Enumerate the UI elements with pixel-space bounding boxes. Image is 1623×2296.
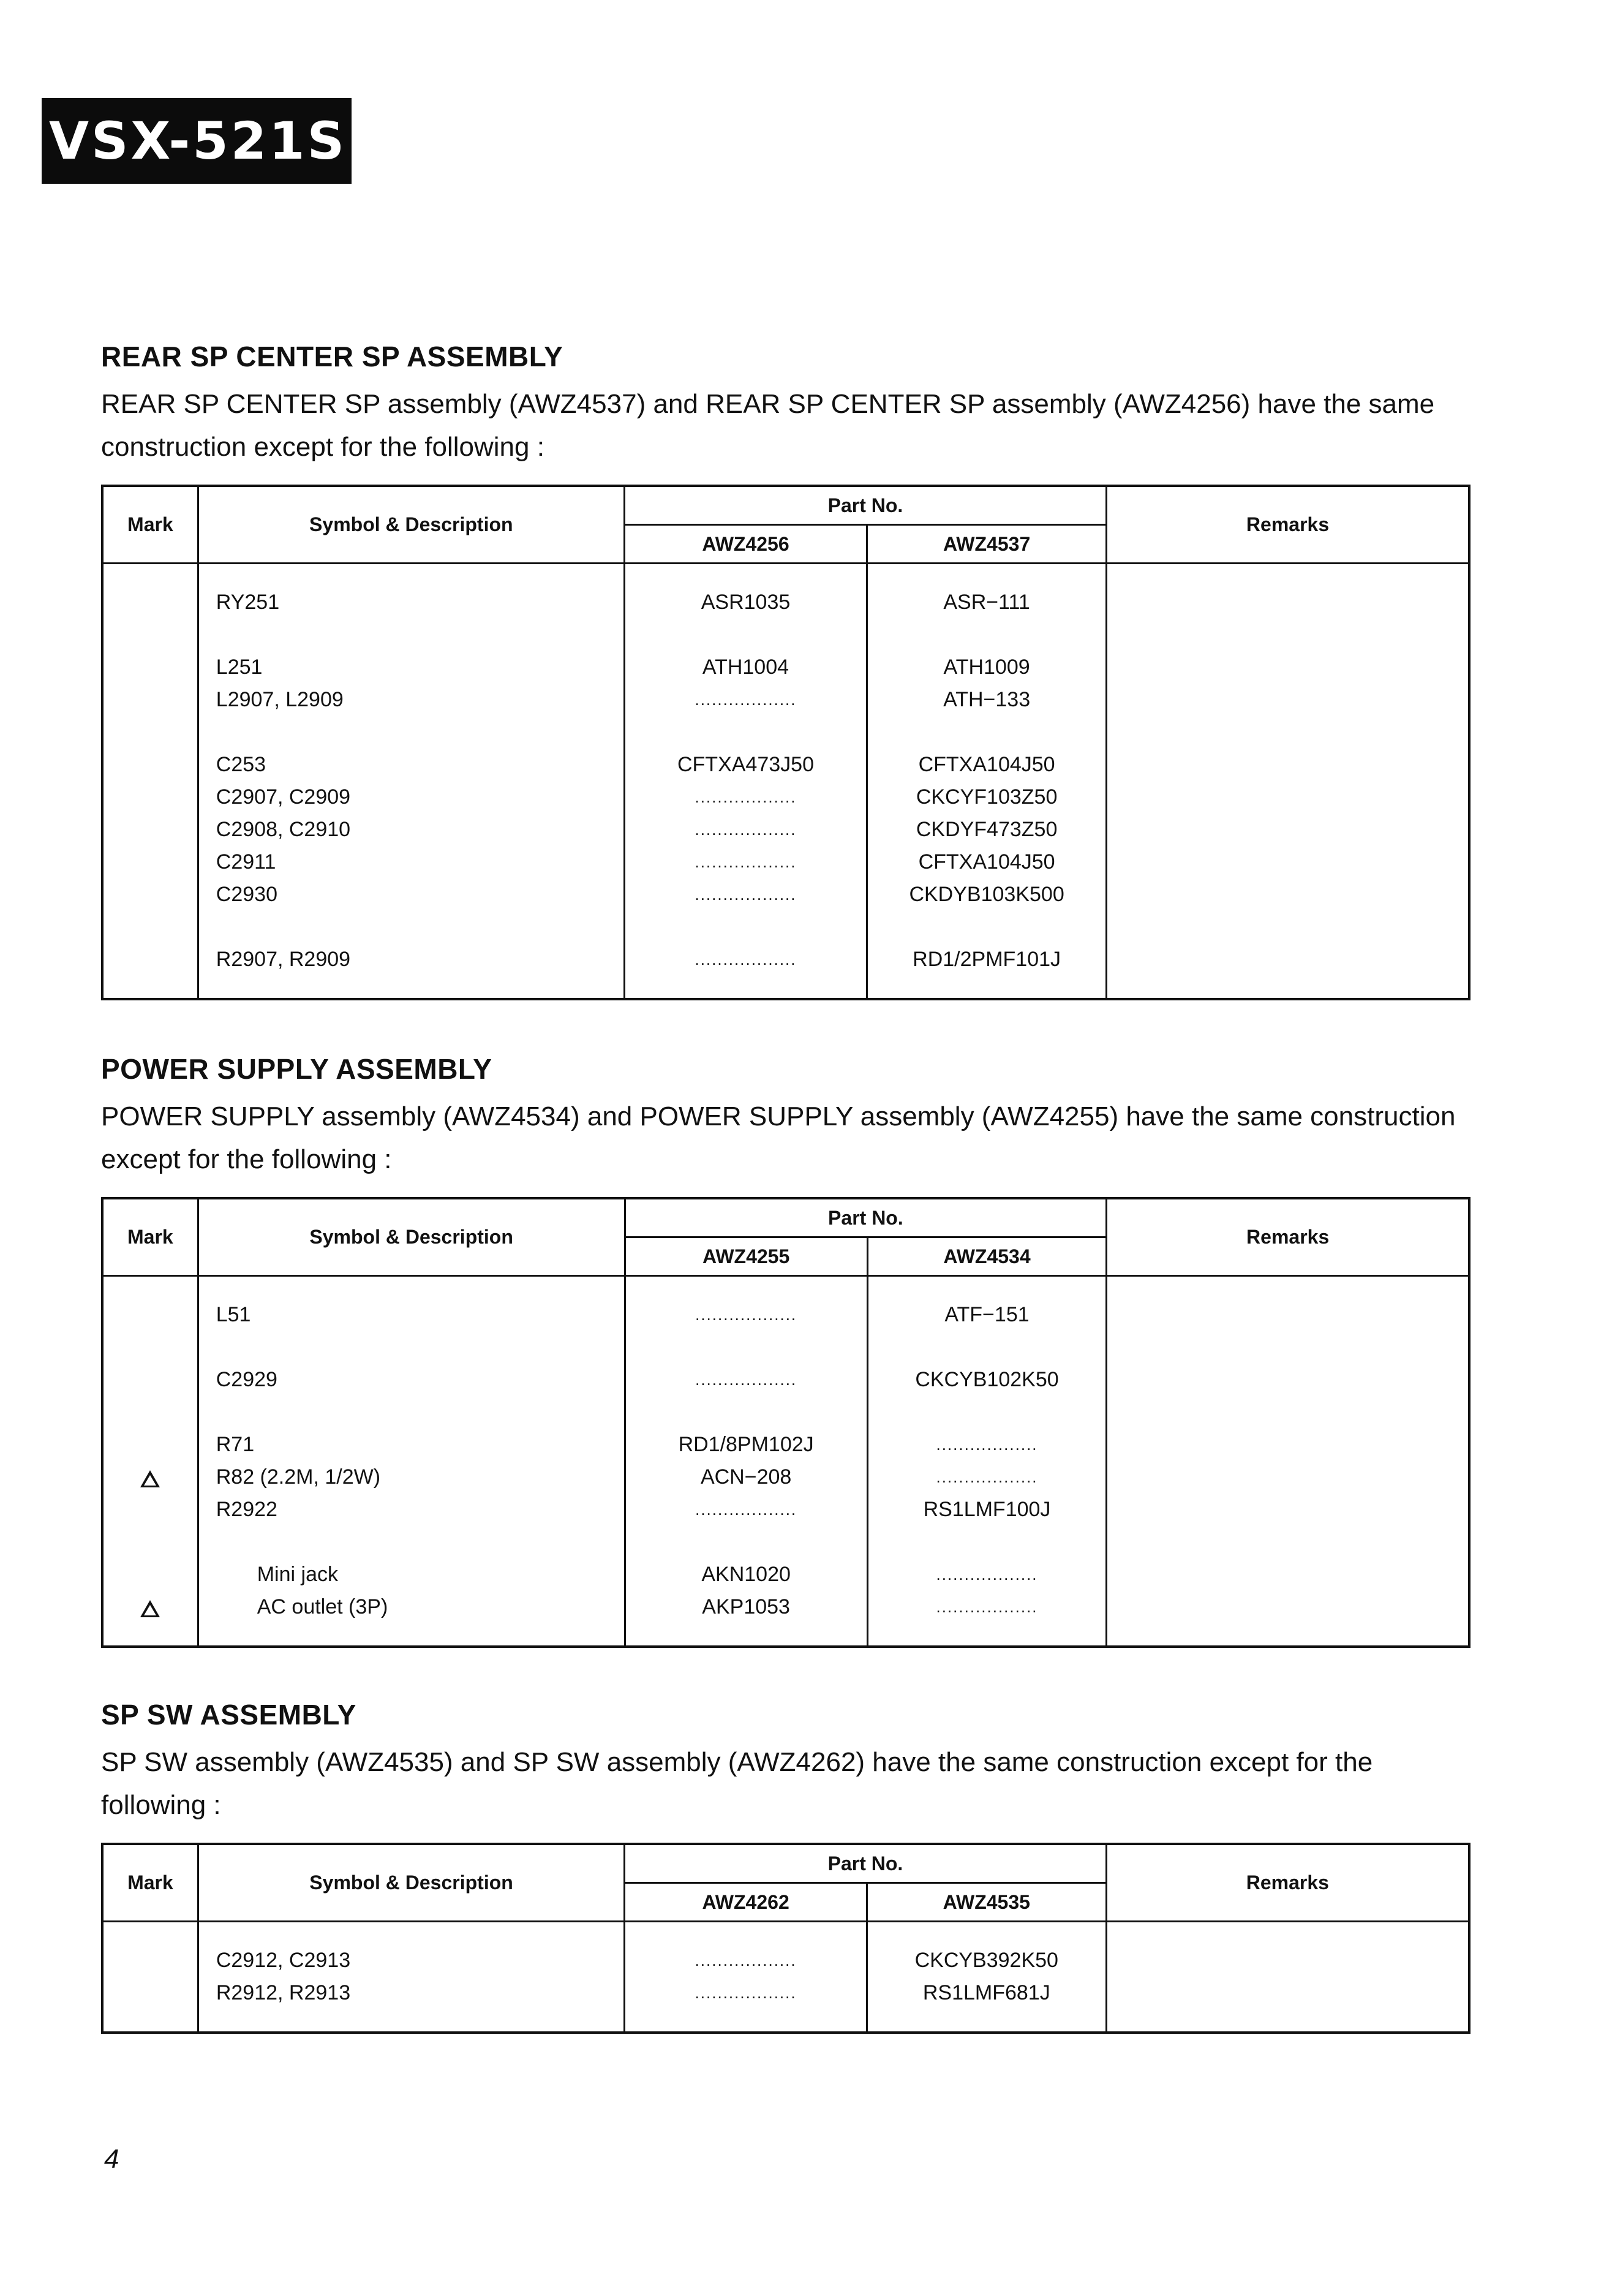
row-part-1-filler: .................. xyxy=(695,853,797,871)
row-gap xyxy=(199,716,623,749)
model-badge xyxy=(42,98,352,184)
row-gap xyxy=(104,1396,197,1429)
symbol-column xyxy=(198,1276,625,1647)
row-gap xyxy=(868,619,1105,651)
row-mark xyxy=(104,1591,197,1623)
row-gap xyxy=(199,1526,624,1558)
row-gap xyxy=(104,1331,197,1364)
row-part-2: CFTXA104J50 xyxy=(918,850,1055,874)
row-mark xyxy=(104,749,197,781)
header-mark: Mark xyxy=(102,486,198,564)
row-gap xyxy=(199,1331,624,1364)
row-part-2: CFTXA104J50 xyxy=(918,753,1055,776)
header-part-no: Part No. xyxy=(625,1844,1106,1883)
row-gap xyxy=(104,1526,197,1558)
part-col-1-column-lines xyxy=(626,1277,867,1645)
row-gap xyxy=(625,911,866,943)
row-gap xyxy=(626,1396,867,1429)
row-part-1-filler: .................. xyxy=(695,690,797,709)
section-power-supply xyxy=(101,1052,1473,1648)
part-col-2-column-lines xyxy=(868,564,1105,998)
mark-column-lines xyxy=(104,564,197,998)
header-mark: Mark xyxy=(102,1198,198,1276)
row-part-2: CKDYB103K500 xyxy=(909,883,1064,906)
row-gap xyxy=(626,1331,867,1364)
row-symbol: C2912, C2913 xyxy=(216,1949,351,1972)
remarks-column xyxy=(1107,1276,1469,1647)
row-gap xyxy=(1107,1526,1468,1558)
remarks-column-lines xyxy=(1107,1922,1468,2031)
row-part-1-filler: .................. xyxy=(695,788,797,806)
row-gap xyxy=(626,1526,867,1558)
row-symbol: RY251 xyxy=(216,591,280,614)
section-sp-sw xyxy=(101,1698,1473,2034)
row-symbol: C2908, C2910 xyxy=(216,818,351,841)
row-part-1: ASR1035 xyxy=(701,591,791,614)
remarks-column xyxy=(1107,564,1469,1000)
part-col-2-column xyxy=(867,1922,1106,2033)
row-symbol: L251 xyxy=(216,655,263,679)
row-remarks xyxy=(1107,1364,1468,1396)
row-mark xyxy=(104,651,197,684)
model-name: VSX-521S xyxy=(49,111,347,171)
header-symbol-description: Symbol & Description xyxy=(198,1844,624,1922)
part-col-1-column xyxy=(625,1276,867,1647)
row-symbol: C253 xyxy=(216,753,266,776)
symbol-column-lines xyxy=(199,564,623,998)
row-part-2: ATH−133 xyxy=(943,688,1031,711)
row-remarks xyxy=(1107,586,1468,619)
remarks-column-lines xyxy=(1107,1277,1468,1645)
header-part-col-1: AWZ4262 xyxy=(625,1883,867,1922)
header-symbol-description: Symbol & Description xyxy=(198,486,624,564)
row-gap xyxy=(625,619,866,651)
parts-table xyxy=(101,1843,1470,2034)
row-symbol: C2930 xyxy=(216,883,277,906)
row-gap xyxy=(104,619,197,651)
warning-triangle-icon xyxy=(140,1470,160,1487)
section-title: POWER SUPPLY ASSEMBLY xyxy=(101,1053,492,1085)
row-remarks xyxy=(1107,814,1468,846)
parts-table xyxy=(101,485,1470,1000)
section-title: REAR SP CENTER SP ASSEMBLY xyxy=(101,341,563,372)
mark-column-lines xyxy=(104,1277,197,1645)
remarks-column xyxy=(1106,1922,1469,2033)
header-part-col-1: AWZ4256 xyxy=(624,525,867,564)
row-gap xyxy=(199,619,623,651)
row-symbol: R82 (2.2M, 1/2W) xyxy=(216,1465,381,1489)
row-remarks xyxy=(1107,749,1468,781)
row-symbol: R2907, R2909 xyxy=(216,948,351,971)
mark-column xyxy=(102,564,198,1000)
row-part-1-filler: .................. xyxy=(695,885,797,904)
row-symbol: R2912, R2913 xyxy=(216,1981,351,2004)
row-mark xyxy=(104,781,197,814)
row-part-1-filler: .................. xyxy=(695,1370,797,1389)
row-symbol: C2911 xyxy=(216,850,276,874)
row-part-2: ATF−151 xyxy=(944,1303,1030,1326)
row-symbol: AC outlet (3P) xyxy=(257,1595,388,1618)
row-gap xyxy=(199,911,623,943)
row-mark xyxy=(104,1429,197,1461)
row-part-1: ATH1004 xyxy=(702,655,789,679)
row-remarks xyxy=(1107,684,1468,716)
header-part-col-2: AWZ4534 xyxy=(867,1237,1107,1276)
row-gap xyxy=(1107,1396,1468,1429)
row-remarks xyxy=(1107,1299,1468,1331)
header-symbol-description: Symbol & Description xyxy=(198,1198,625,1276)
row-remarks xyxy=(1107,1977,1468,2009)
row-remarks xyxy=(1107,1494,1468,1526)
row-gap xyxy=(199,1396,624,1429)
header-remarks: Remarks xyxy=(1107,1198,1469,1276)
header-part-no: Part No. xyxy=(625,1198,1107,1237)
row-remarks xyxy=(1107,1461,1468,1494)
row-symbol: R2922 xyxy=(216,1498,277,1521)
row-part-1-filler: .................. xyxy=(695,1305,797,1324)
row-part-1: AKN1020 xyxy=(701,1563,791,1586)
row-mark xyxy=(104,1364,197,1396)
row-mark xyxy=(104,814,197,846)
row-gap xyxy=(868,1396,1106,1429)
row-gap xyxy=(104,716,197,749)
part-col-2-column-lines xyxy=(868,1922,1105,2031)
row-mark xyxy=(104,586,197,619)
row-mark xyxy=(104,846,197,878)
row-part-2: CKCYB102K50 xyxy=(915,1368,1059,1391)
row-gap xyxy=(868,716,1105,749)
header-part-col-2: AWZ4535 xyxy=(867,1883,1106,1922)
header-part-col-2: AWZ4537 xyxy=(867,525,1107,564)
section-description: SP SW assembly (AWZ4535) and SP SW assembly (AWZ4262) have the same construction except for the following : xyxy=(101,1747,1373,1820)
mark-column xyxy=(102,1276,198,1647)
row-part-2-filler: .................. xyxy=(936,1565,1038,1584)
row-part-2: ASR−111 xyxy=(943,591,1030,614)
row-gap xyxy=(868,1526,1106,1558)
part-col-1-column xyxy=(625,1922,867,2033)
part-col-2-column-lines xyxy=(868,1277,1106,1645)
row-symbol: L2907, L2909 xyxy=(216,688,344,711)
part-col-2-column xyxy=(867,564,1107,1000)
row-symbol: C2907, C2909 xyxy=(216,785,351,809)
row-mark xyxy=(104,1494,197,1526)
row-symbol: C2929 xyxy=(216,1368,277,1391)
row-remarks xyxy=(1107,846,1468,878)
row-remarks xyxy=(1107,943,1468,976)
row-mark xyxy=(104,684,197,716)
row-gap xyxy=(1107,911,1468,943)
parts-table xyxy=(101,1197,1470,1648)
header-remarks: Remarks xyxy=(1106,1844,1469,1922)
row-mark xyxy=(104,878,197,911)
part-col-1-column-lines xyxy=(625,1922,866,2031)
section-description: REAR SP CENTER SP assembly (AWZ4537) and REAR SP CENTER SP assembly (AWZ4256) have the same construction except for the following : xyxy=(101,389,1435,462)
row-part-2: RS1LMF100J xyxy=(923,1498,1051,1521)
header-remarks: Remarks xyxy=(1107,486,1469,564)
row-remarks xyxy=(1107,1429,1468,1461)
row-part-2: RS1LMF681J xyxy=(922,1981,1050,2004)
part-col-2-column xyxy=(867,1276,1107,1647)
row-part-1-filler: .................. xyxy=(695,1500,797,1519)
part-col-1-column-lines xyxy=(625,564,866,998)
part-col-1-column xyxy=(624,564,867,1000)
header-mark: Mark xyxy=(102,1844,198,1922)
row-symbol: L51 xyxy=(216,1303,251,1326)
row-part-1-filler: .................. xyxy=(695,820,797,839)
row-symbol: Mini jack xyxy=(257,1563,338,1586)
row-mark xyxy=(104,943,197,976)
row-remarks xyxy=(1107,1944,1468,1977)
row-remarks xyxy=(1107,878,1468,911)
mark-column-lines xyxy=(104,1922,197,2031)
row-gap xyxy=(1107,619,1468,651)
symbol-column-lines xyxy=(199,1277,624,1645)
mark-column xyxy=(102,1922,198,2033)
row-part-2: CKCYB392K50 xyxy=(914,1949,1058,1972)
row-mark xyxy=(104,1944,197,1977)
page-number: 4 xyxy=(104,2144,119,2174)
row-part-2: ATH1009 xyxy=(943,655,1030,679)
row-gap xyxy=(1107,716,1468,749)
row-mark xyxy=(104,1299,197,1331)
row-part-2-filler: .................. xyxy=(936,1435,1038,1454)
row-part-1-filler: .................. xyxy=(695,1951,797,1969)
row-part-2: CKDYF473Z50 xyxy=(916,818,1058,841)
row-part-2: RD1/2PMF101J xyxy=(913,948,1061,971)
row-mark xyxy=(104,1558,197,1591)
section-title: SP SW ASSEMBLY xyxy=(101,1699,356,1731)
section-rear-sp-center-sp xyxy=(101,340,1473,1000)
row-mark xyxy=(104,1461,197,1494)
row-gap xyxy=(1107,1331,1468,1364)
symbol-column-lines xyxy=(199,1922,623,2031)
row-gap xyxy=(104,911,197,943)
row-part-1-filler: .................. xyxy=(695,950,797,969)
header-part-col-1: AWZ4255 xyxy=(625,1237,867,1276)
row-part-1-filler: .................. xyxy=(695,1984,797,2002)
row-part-1: RD1/8PM102J xyxy=(678,1433,814,1456)
row-part-2: CKCYF103Z50 xyxy=(916,785,1058,809)
row-gap xyxy=(868,1331,1106,1364)
row-part-2-filler: .................. xyxy=(936,1598,1038,1616)
row-part-2-filler: .................. xyxy=(936,1468,1038,1486)
row-remarks xyxy=(1107,1591,1468,1623)
row-remarks xyxy=(1107,651,1468,684)
row-gap xyxy=(868,911,1105,943)
row-part-1: CFTXA473J50 xyxy=(677,753,814,776)
warning-triangle-icon xyxy=(140,1600,160,1617)
row-remarks xyxy=(1107,1558,1468,1591)
row-part-1: AKP1053 xyxy=(702,1595,790,1618)
row-part-1: ACN−208 xyxy=(700,1465,792,1489)
row-gap xyxy=(625,716,866,749)
header-part-no: Part No. xyxy=(624,486,1106,525)
remarks-column-lines xyxy=(1107,564,1468,998)
row-remarks xyxy=(1107,781,1468,814)
symbol-column xyxy=(198,1922,624,2033)
symbol-column xyxy=(198,564,624,1000)
row-symbol: R71 xyxy=(216,1433,255,1456)
section-description: POWER SUPPLY assembly (AWZ4534) and POWER SUPPLY assembly (AWZ4255) have the same construction except for the following : xyxy=(101,1101,1456,1174)
row-mark xyxy=(104,1977,197,2009)
